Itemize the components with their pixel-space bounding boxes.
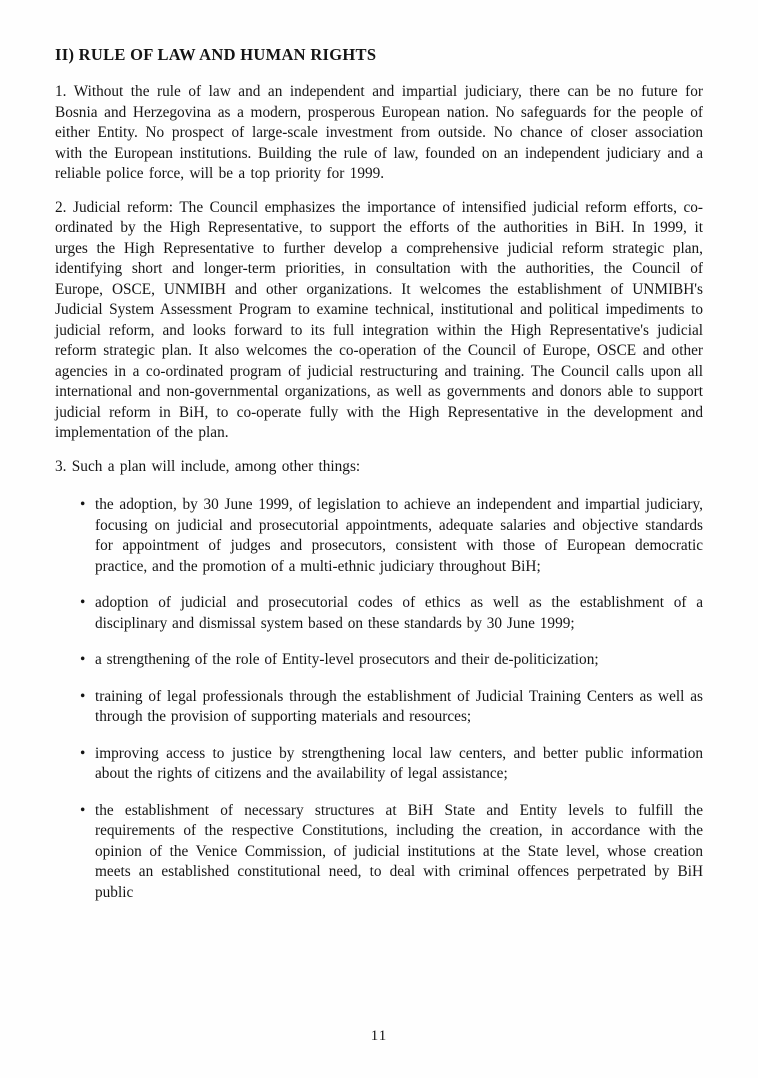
paragraph-1: 1. Without the rule of law and an independent and impartial judiciary, there can be no future for Bosnia and Herzegovina as a modern, prosperous European nation. No safeguards for the people of either Entity. No prospect of large-scale investment from outside. No chance of closer association with the European institutions. Building the rule of law, founded on an independent judiciary and a reliable police force, will be a top priority for 1999. [55, 83, 703, 182]
paragraph-2: 2. Judicial reform: The Council emphasizes the importance of intensified judicial reform efforts, co-ordinated by the High Representative, to support the efforts of the authorities in BiH. In 1999, it urges the High Representative to further develop a comprehensive judicial reform strategic plan, identifying short and longer-term priorities, in consultation with the authorities, the Council of Europe, OSCE, UNMIBH and other organizations. It welcomes the establishment of UNMIBH's Judicial System Assessment Program to examine technical, institutional and political impediments to judicial reform, and looks forward to its full integration within the High Representative's judicial reform strategic plan. It also welcomes the co-operation of the Council of Europe, OSCE and other agencies in a co-ordinated program of judicial restructuring and training. The Council calls upon all international and non-governmental organizations, as well as governments and donors able to support judicial reform in BiH, to co-operate fully with the High Representative in the development and implementation of the plan. [55, 198, 703, 441]
list-item [80, 687, 703, 728]
section-heading: II) RULE OF LAW AND HUMAN RIGHTS [55, 45, 377, 64]
paragraph-3-intro: 3. Such a plan will include, among other things: [55, 457, 361, 475]
plan-bullet-list [55, 495, 703, 903]
bullet-icon: • [80, 687, 86, 705]
bullet-icon: • [80, 651, 86, 668]
bullet-text: training of legal professionals through the establishment of Judicial Training Centers as well as through the provision of supporting materials and resources; [95, 687, 703, 725]
bullet-icon: • [80, 594, 86, 611]
list-item [80, 650, 703, 671]
bullet-text: the establishment of necessary structures at BiH State and Entity levels to fulfill the requirements of the respective Constitutions, including the creation, in accordance with the opinion of the Venice Commission, of judicial institutions at the State level, whose creation meets an established constitutional need, to deal with criminal offences perpetrated by BiH public [95, 801, 703, 901]
bullet-icon: • [80, 496, 86, 513]
bullet-icon: • [80, 801, 86, 819]
list-item [80, 801, 703, 904]
bullet-text: the adoption, by 30 June 1999, of legislation to achieve an independent and impartial judiciary, focusing on judicial and prosecutorial appointments, adequate salaries and objective standards for appointment of judges and prosecutors, consistent with those of European democratic practice, and the promotion of a multi-ethnic judiciary throughout BiH; [95, 496, 703, 575]
bullet-text: improving access to justice by strengthening local law centers, and better public information about the rights of citizens and the availability of legal assistance; [95, 744, 703, 782]
list-item [80, 495, 703, 577]
bullet-icon: • [80, 744, 86, 762]
bullet-text: adoption of judicial and prosecutorial codes of ethics as well as the establishment of a disciplinary and dismissal system based on these standards by 30 June 1999; [95, 594, 703, 632]
list-item [80, 744, 703, 785]
page-number: 11 [370, 1028, 388, 1044]
list-item [80, 593, 703, 634]
bullet-text: a strengthening of the role of Entity-level prosecutors and their de-politicization; [95, 651, 599, 668]
